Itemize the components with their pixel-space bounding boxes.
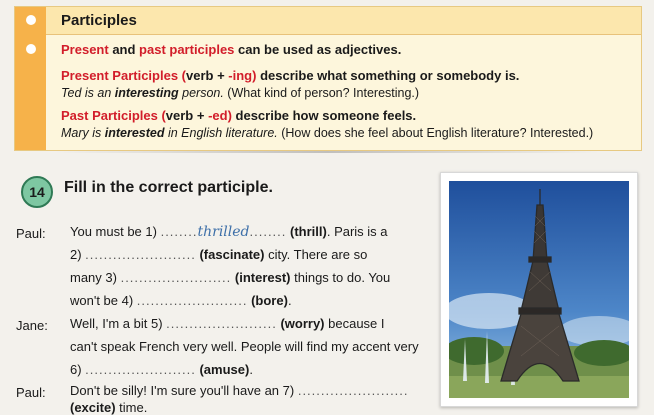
present-participle-rule: Present Participles (verb + -ing) describe what something or somebody is. [61,68,520,83]
speaker-label: Paul: [16,385,46,400]
bullet-dot-icon [26,44,36,54]
dialogue-line: Well, I'm a bit 5) ........................ (worry) because I [70,316,385,331]
eiffel-tower-photo [440,172,638,407]
answer-gap[interactable]: ........................ [166,316,277,331]
answer-gap[interactable]: ........................ [136,293,248,308]
section-divider [55,151,599,153]
grammar-title: Participles [61,12,137,29]
past-participle-rule: Past Participles (verb + -ed) describe how someone feels. [61,108,417,123]
dialogue-line: (excite) time. [70,400,148,415]
exercise-number-badge: 14 [21,176,53,208]
grammar-intro: Present and past participles can be used as adjectives. [61,42,402,57]
bullet-dot-icon [26,15,36,25]
handwritten-answer: thrilled [197,224,250,240]
present-participle-example: Ted is an interesting person. (What kind of person? Interesting.) [61,86,420,100]
past-participle-example: Mary is interested in English literature. (How does she feel about English literature? Interested.) [61,126,594,140]
speaker-label: Jane: [16,318,48,333]
dialogue-line: Don't be silly! I'm sure you'll have an 7) ........................ [70,383,409,398]
answer-gap[interactable]: ........................ [297,383,409,398]
answer-gap[interactable]: ........................ [120,270,232,285]
dialogue-line: can't speak French very well. People will find my accent very [70,339,419,354]
eiffel-tower-icon [449,181,629,398]
dialogue-line: You must be 1) ........thrilled........ (thrill). Paris is a [70,224,388,240]
dialogue-line: 2) ........................ (fascinate) city. There are so [70,247,368,262]
speaker-label: Paul: [16,226,46,241]
grammar-box [14,6,642,151]
dialogue-line: won't be 4) ........................ (bore). [70,293,292,308]
dialogue-line: 6) ........................ (amuse). [70,362,253,377]
exercise-title: Fill in the correct participle. [64,179,273,196]
dialogue-line: many 3) ........................ (interest) things to do. You [70,270,391,285]
answer-gap[interactable]: ........................ [85,247,196,262]
grammar-side-strip [15,7,46,150]
answer-gap[interactable]: ........................ [85,362,196,377]
